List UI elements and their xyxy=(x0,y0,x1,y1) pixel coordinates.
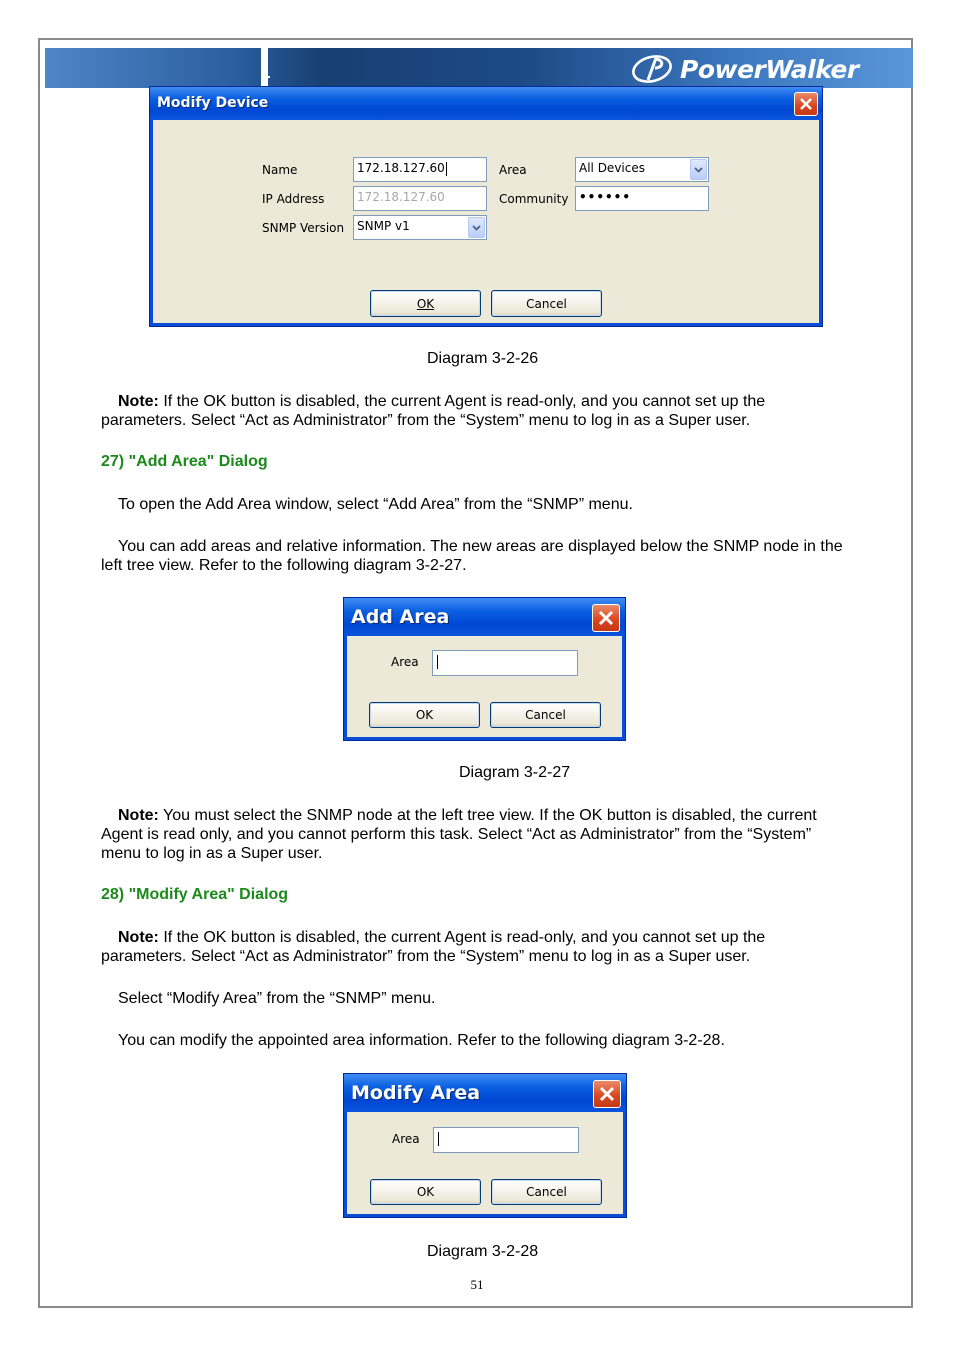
body-paragraph xyxy=(101,537,846,575)
snmp-version-label: SNMP Version xyxy=(262,221,345,235)
paragraph-text: Select “Modify Area” from the “SNMP” menu. xyxy=(118,990,436,1007)
note-text: If the OK button is disabled, the current Agent is read-only, and you cannot set up the parameters. Select “Act as Administrator” from the “System” menu to log in as a Super user. xyxy=(101,929,766,965)
note-label: Note: xyxy=(118,807,159,824)
note-label: Note: xyxy=(118,393,159,410)
dialog-titlebar xyxy=(150,87,822,120)
dialog-title: Modify Area xyxy=(351,1082,481,1104)
community-input[interactable] xyxy=(575,186,709,211)
chevron-down-icon[interactable] xyxy=(690,159,707,180)
dialog-title: Add Area xyxy=(351,606,450,628)
page-number: 51 xyxy=(470,1277,484,1292)
body-paragraph xyxy=(101,1031,846,1050)
note-label: Note: xyxy=(118,929,159,946)
area-label: Area xyxy=(391,655,419,669)
section-heading: 28) "Modify Area" Dialog xyxy=(101,886,289,903)
dialog-body xyxy=(347,636,622,737)
body-paragraph xyxy=(101,495,846,514)
section-heading: 27) "Add Area" Dialog xyxy=(101,453,268,470)
area-value: All Devices xyxy=(579,161,645,175)
dialog-titlebar xyxy=(344,1074,626,1112)
close-icon[interactable] xyxy=(794,92,818,116)
community-value: •••••• xyxy=(579,190,632,204)
note-paragraph xyxy=(101,806,846,863)
text-caret xyxy=(437,655,438,669)
note-paragraph xyxy=(101,392,846,430)
area-input[interactable] xyxy=(433,1127,579,1153)
dialog-body xyxy=(153,120,819,323)
ip-address-label: IP Address xyxy=(262,192,325,206)
ok-button[interactable]: OK xyxy=(370,290,481,317)
diagram-caption: Diagram 3-2-28 xyxy=(427,1243,539,1260)
name-input[interactable] xyxy=(353,157,487,182)
add-area-dialog xyxy=(343,597,626,741)
header-divider-tick xyxy=(262,76,270,78)
cancel-button[interactable]: Cancel xyxy=(491,1179,602,1205)
modify-device-dialog xyxy=(149,86,823,327)
area-label: Area xyxy=(499,163,527,177)
name-label: Name xyxy=(262,163,298,177)
powerwalker-logo-icon xyxy=(630,53,676,85)
body-paragraph xyxy=(101,989,846,1008)
paragraph-text: You can add areas and relative information. The new areas are displayed below the SNMP node in the left tree view. Refer to the following diagram 3-2-27. xyxy=(101,538,843,574)
text-caret xyxy=(446,162,447,176)
note-text: If the OK button is disabled, the current Agent is read-only, and you cannot set up the parameters. Select “Act as Administrator” from the “System” menu to log in as a Super user. xyxy=(101,393,766,429)
ip-address-input[interactable] xyxy=(353,186,487,211)
note-paragraph xyxy=(101,928,846,966)
paragraph-text: To open the Add Area window, select “Add Area” from the “SNMP” menu. xyxy=(118,496,633,513)
ip-address-value: 172.18.127.60 xyxy=(357,190,445,204)
dialog-body xyxy=(347,1112,623,1214)
name-input-value: 172.18.127.60 xyxy=(357,161,445,175)
chevron-down-icon[interactable] xyxy=(468,217,485,238)
diagram-caption: Diagram 3-2-26 xyxy=(427,350,539,367)
snmp-version-value: SNMP v1 xyxy=(357,219,410,233)
cancel-button[interactable]: Cancel xyxy=(491,290,602,317)
note-text: You must select the SNMP node at the left tree view. If the OK button is disabled, the current Agent is read only, and you cannot perform this task. Select “Act as Administrator” from the “System” menu to log in as a Super user. xyxy=(101,807,817,862)
paragraph-text: You can modify the appointed area information. Refer to the following diagram 3-2-28. xyxy=(118,1032,725,1049)
community-label: Community xyxy=(499,192,569,206)
ok-button[interactable]: OK xyxy=(369,702,480,728)
text-caret xyxy=(438,1132,439,1146)
close-icon[interactable] xyxy=(592,604,620,632)
dialog-titlebar xyxy=(344,598,625,636)
cancel-button[interactable]: Cancel xyxy=(490,702,601,728)
diagram-caption: Diagram 3-2-27 xyxy=(459,764,571,781)
area-select[interactable] xyxy=(575,157,709,182)
brand-name: PowerWalker xyxy=(680,54,859,84)
area-input[interactable] xyxy=(432,650,578,676)
modify-area-dialog xyxy=(343,1073,627,1218)
brand-logo xyxy=(630,52,859,86)
ok-button[interactable]: OK xyxy=(370,1179,481,1205)
close-icon[interactable] xyxy=(593,1080,621,1108)
snmp-version-select[interactable] xyxy=(353,215,487,240)
dialog-title: Modify Device xyxy=(157,95,269,111)
area-label: Area xyxy=(392,1132,420,1146)
header-divider xyxy=(261,48,268,88)
